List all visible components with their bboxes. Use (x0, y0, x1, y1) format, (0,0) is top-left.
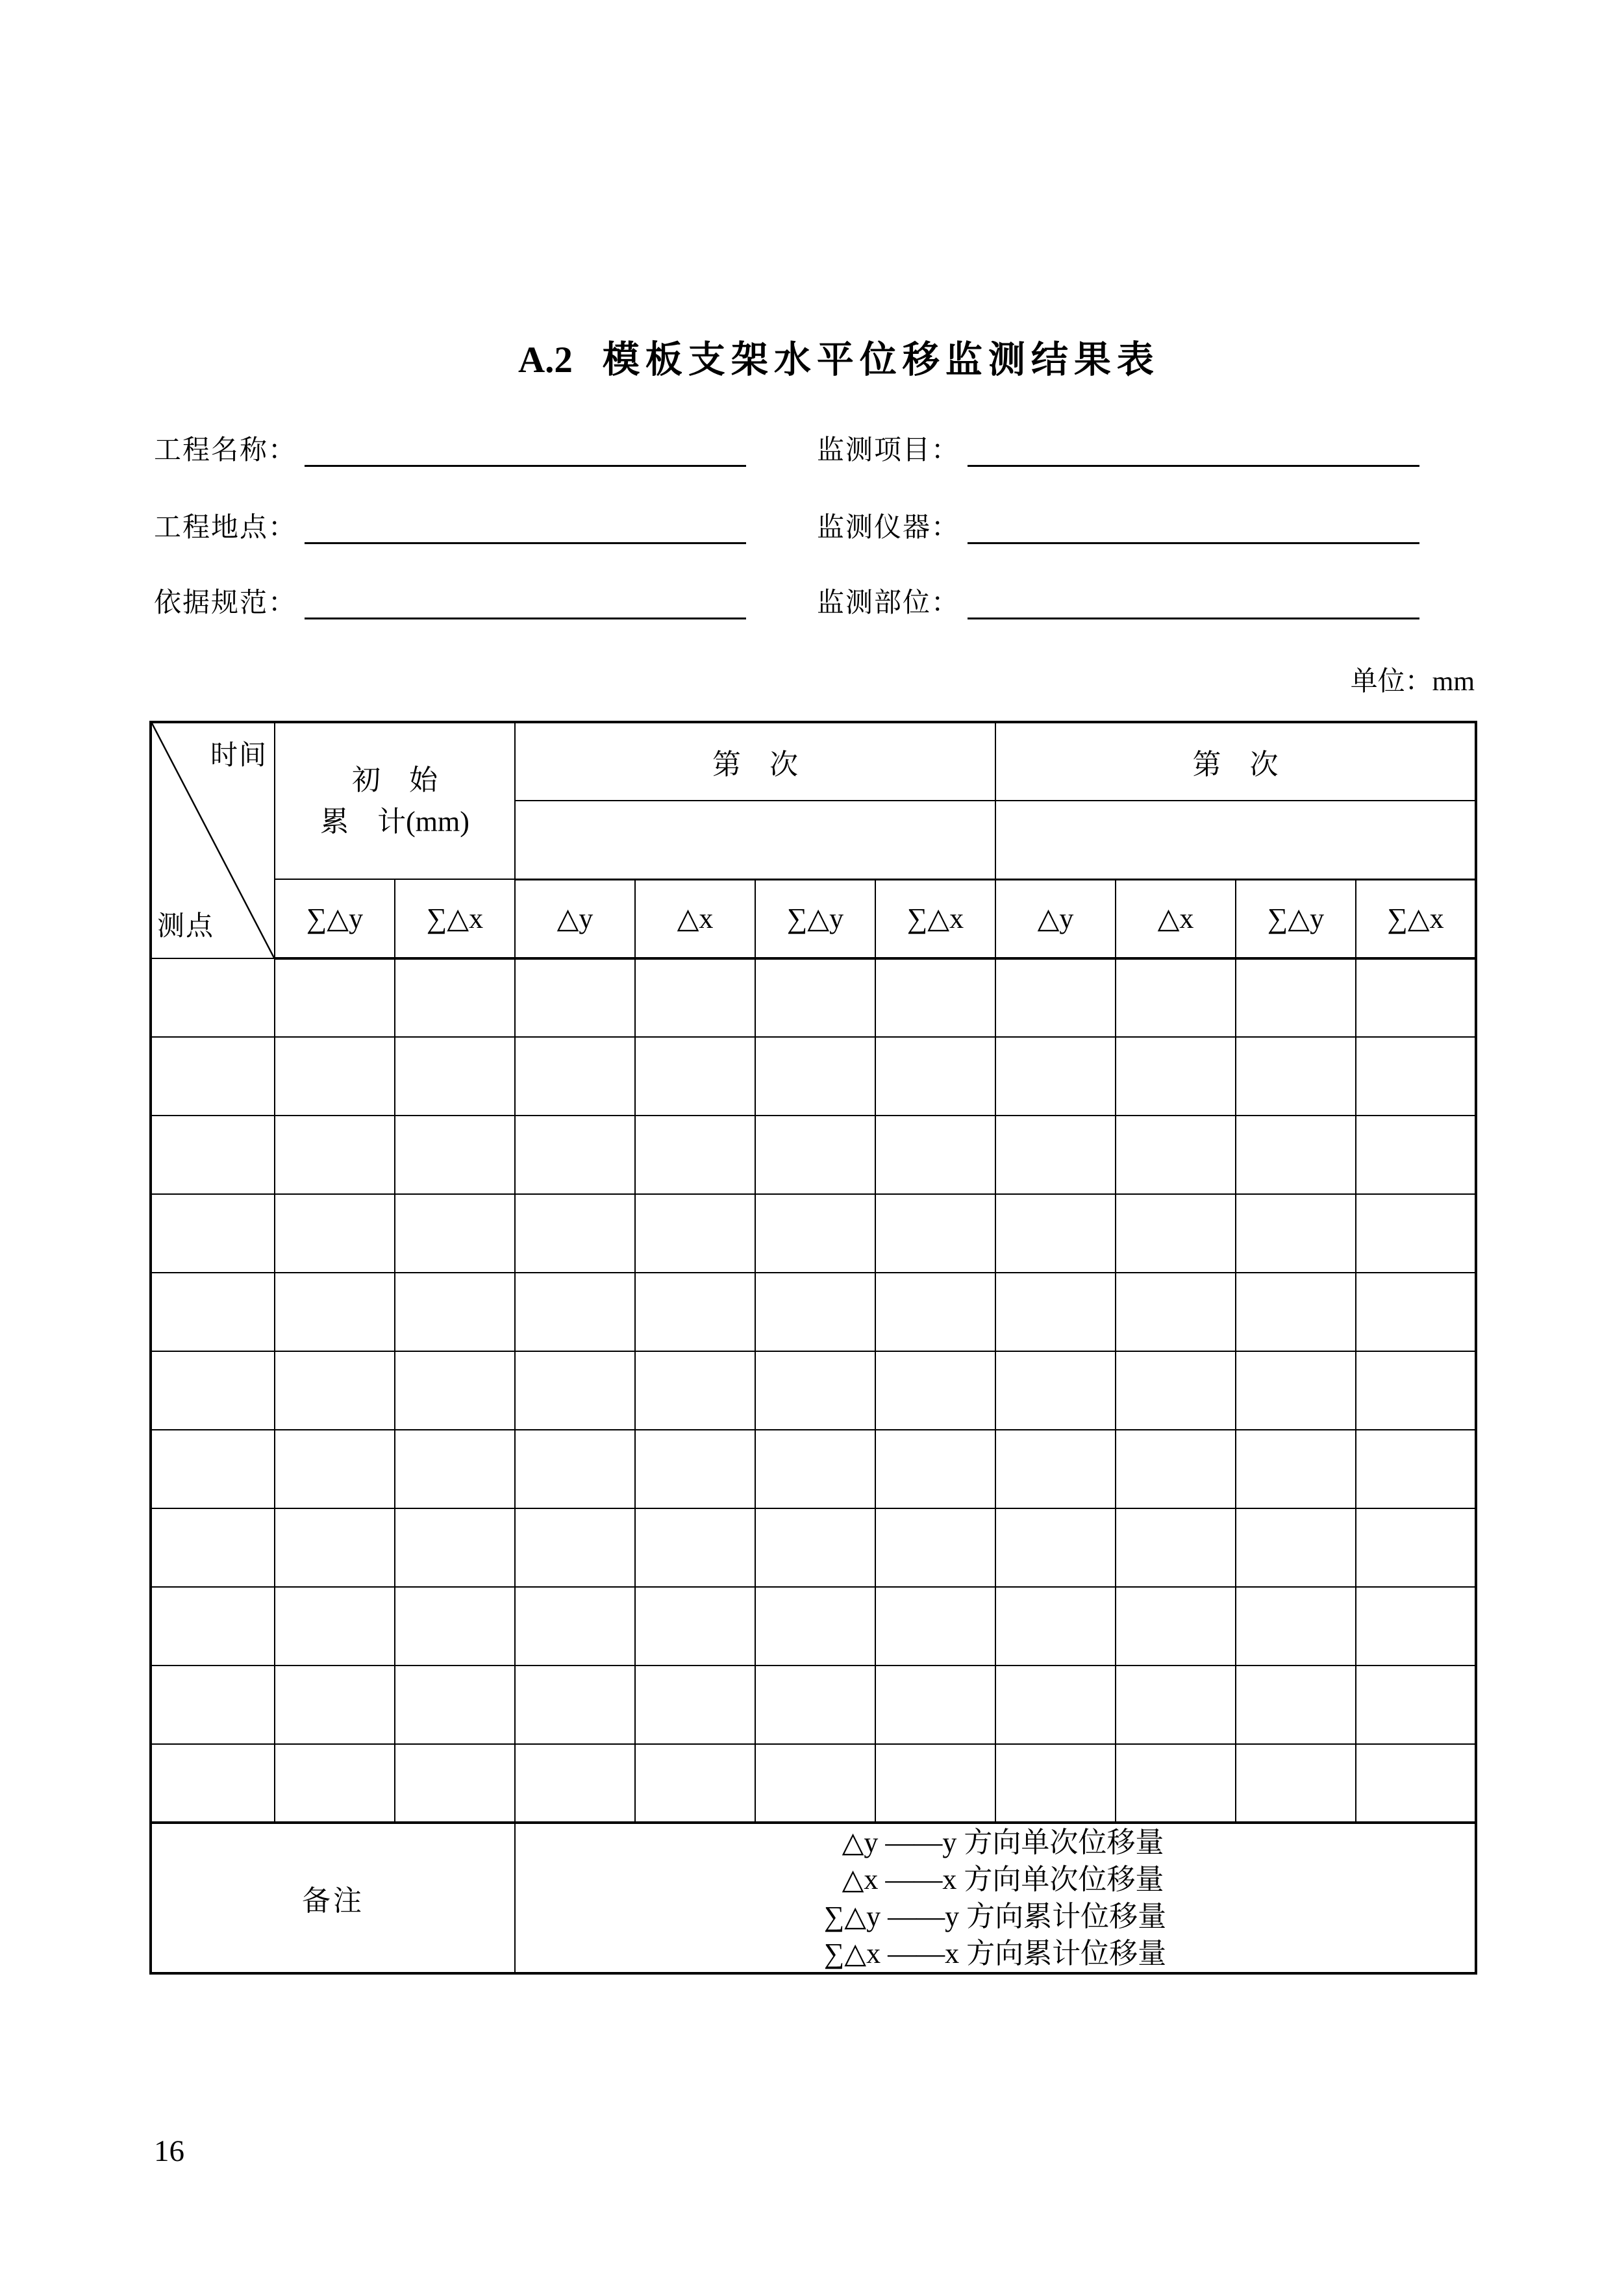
data-cell (151, 1351, 275, 1430)
subheader-col-6: ∑△x (875, 879, 995, 958)
data-cell (755, 1194, 875, 1273)
data-cell (151, 1273, 275, 1351)
data-cell (275, 1037, 395, 1116)
field-project-name-blank-line (305, 433, 746, 467)
data-cell (995, 1666, 1116, 1744)
data-cell (1236, 1430, 1356, 1508)
data-cell (995, 1587, 1116, 1666)
data-cell (995, 1037, 1116, 1116)
data-cell (1116, 1351, 1236, 1430)
data-cell (395, 1037, 515, 1116)
monitoring-table (149, 721, 1477, 1975)
field-basis-standard-label: 依据规范： (154, 588, 297, 618)
data-cell (1116, 1037, 1236, 1116)
data-cell (875, 958, 995, 1037)
data-cell (755, 1273, 875, 1351)
data-cell (395, 958, 515, 1037)
data-cell (755, 1666, 875, 1744)
data-cell (275, 1508, 395, 1587)
data-cell (635, 958, 755, 1037)
data-cell (1116, 1744, 1236, 1823)
data-cell (275, 1666, 395, 1744)
corner-cell (151, 722, 275, 958)
data-cell (151, 1430, 275, 1508)
data-row-9 (151, 1587, 1476, 1666)
data-cell (875, 1430, 995, 1508)
data-cell (1116, 958, 1236, 1037)
field-monitor-part-blank-line (968, 586, 1419, 619)
data-cell (395, 1430, 515, 1508)
initial-header-line2: 累 计(mm) (320, 805, 469, 838)
subheader-col-4: △x (635, 879, 755, 958)
data-cell (875, 1194, 995, 1273)
field-project-location (154, 510, 746, 544)
field-project-location-blank-line (305, 510, 746, 544)
subheader-row (151, 879, 1476, 958)
corner-label-point: 测点 (157, 912, 215, 942)
data-cell (515, 1116, 635, 1194)
data-cell (755, 1430, 875, 1508)
data-cell (395, 1666, 515, 1744)
data-cell (1116, 1116, 1236, 1194)
field-monitor-instrument-blank-line (968, 510, 1419, 544)
data-cell (1356, 1587, 1476, 1666)
data-cell (515, 1744, 635, 1823)
field-monitor-instrument (817, 510, 1419, 544)
data-cell (275, 1351, 395, 1430)
data-row-11 (151, 1744, 1476, 1823)
data-cell (635, 1744, 755, 1823)
data-cell (875, 1116, 995, 1194)
data-cell (275, 1744, 395, 1823)
data-cell (635, 1587, 755, 1666)
subheader-col-10: ∑△x (1356, 879, 1476, 958)
data-cell (1236, 1744, 1356, 1823)
data-cell (875, 1273, 995, 1351)
data-cell (275, 1430, 395, 1508)
subheader-col-5: ∑△y (755, 879, 875, 958)
data-cell (275, 958, 395, 1037)
data-cell (1356, 1273, 1476, 1351)
data-cell (395, 1194, 515, 1273)
field-project-name-label: 工程名称： (154, 436, 297, 466)
data-cell (515, 1666, 635, 1744)
title-text: 模板支架水平位移监测结果表 (602, 340, 1160, 381)
data-cell (995, 1744, 1116, 1823)
unit-note: 单位：mm (1350, 667, 1475, 697)
data-cell (515, 1194, 635, 1273)
legend-line-1: △y ——y 方向单次位移量 (842, 1827, 1164, 1858)
data-cell (515, 1273, 635, 1351)
data-cell (1356, 1744, 1476, 1823)
field-basis-standard-blank-line (305, 586, 746, 619)
initial-header-line1: 初 始 (352, 764, 438, 796)
header-row-1 (151, 722, 1476, 801)
data-cell (635, 1666, 755, 1744)
data-cell (635, 1037, 755, 1116)
data-cell (1236, 1666, 1356, 1744)
data-cell (1116, 1508, 1236, 1587)
data-cell (395, 1116, 515, 1194)
data-cell (515, 958, 635, 1037)
data-cell (755, 1116, 875, 1194)
data-cell (515, 1587, 635, 1666)
data-cell (1116, 1430, 1236, 1508)
data-cell (635, 1351, 755, 1430)
data-cell (875, 1037, 995, 1116)
data-cell (1356, 1116, 1476, 1194)
data-cell (755, 958, 875, 1037)
data-cell (151, 1508, 275, 1587)
data-cell (995, 1430, 1116, 1508)
data-cell (1356, 958, 1476, 1037)
data-cell (635, 1508, 755, 1587)
legend-line-4: ∑△x ——x 方向累计位移量 (823, 1938, 1167, 1969)
data-cell (875, 1351, 995, 1430)
data-row-3 (151, 1116, 1476, 1194)
field-monitor-part (817, 586, 1419, 619)
subheader-col-1: ∑△y (275, 879, 395, 958)
data-row-1 (151, 958, 1476, 1037)
field-monitor-item (817, 433, 1419, 467)
field-monitor-instrument-label: 监测仪器： (817, 513, 960, 543)
data-cell (1356, 1508, 1476, 1587)
data-cell (995, 1351, 1116, 1430)
session-1-header: 第 次 (515, 722, 995, 801)
data-cell (635, 1194, 755, 1273)
data-row-5 (151, 1273, 1476, 1351)
data-cell (395, 1587, 515, 1666)
remarks-legend (515, 1823, 1476, 1973)
data-cell (275, 1587, 395, 1666)
data-cell (1236, 1194, 1356, 1273)
data-cell (1116, 1666, 1236, 1744)
session-2-header: 第 次 (995, 722, 1476, 801)
data-cell (995, 1116, 1116, 1194)
data-cell (635, 1116, 755, 1194)
remarks-row (151, 1823, 1476, 1973)
data-cell (755, 1508, 875, 1587)
data-cell (635, 1430, 755, 1508)
data-cell (1356, 1666, 1476, 1744)
data-cell (151, 1037, 275, 1116)
data-cell (995, 1508, 1116, 1587)
data-cell (1356, 1037, 1476, 1116)
data-cell (875, 1666, 995, 1744)
subheader-col-9: ∑△y (1236, 879, 1356, 958)
subheader-col-7: △y (995, 879, 1116, 958)
session-1-date-cell (515, 801, 995, 879)
data-cell (995, 958, 1116, 1037)
data-cell (875, 1587, 995, 1666)
data-cell (151, 1666, 275, 1744)
data-cell (275, 1116, 395, 1194)
data-cell (995, 1273, 1116, 1351)
data-cell (1236, 1351, 1356, 1430)
data-cell (395, 1273, 515, 1351)
data-cell (515, 1430, 635, 1508)
data-cell (875, 1508, 995, 1587)
data-cell (1236, 1508, 1356, 1587)
data-row-6 (151, 1351, 1476, 1430)
data-cell (515, 1351, 635, 1430)
legend-line-3: ∑△y ——y 方向累计位移量 (823, 1901, 1167, 1932)
subheader-col-8: △x (1116, 879, 1236, 958)
data-cell (1236, 1037, 1356, 1116)
data-row-10 (151, 1666, 1476, 1744)
field-monitor-part-label: 监测部位： (817, 588, 960, 618)
field-project-name (154, 433, 746, 467)
data-cell (755, 1744, 875, 1823)
data-cell (275, 1194, 395, 1273)
data-cell (395, 1744, 515, 1823)
subheader-col-3: △y (515, 879, 635, 958)
data-row-7 (151, 1430, 1476, 1508)
session-2-date-cell (995, 801, 1476, 879)
data-cell (275, 1273, 395, 1351)
data-cell (1236, 1273, 1356, 1351)
page-title (518, 340, 1160, 381)
data-cell (635, 1273, 755, 1351)
data-cell (1236, 1587, 1356, 1666)
data-cell (151, 1116, 275, 1194)
data-cell (151, 1587, 275, 1666)
data-cell (1236, 958, 1356, 1037)
data-cell (151, 1194, 275, 1273)
remarks-label: 备注 (151, 1823, 515, 1973)
data-cell (515, 1508, 635, 1587)
data-cell (1236, 1116, 1356, 1194)
legend-line-2: △x ——x 方向单次位移量 (842, 1864, 1164, 1895)
data-cell (1356, 1194, 1476, 1273)
data-cell (875, 1744, 995, 1823)
data-cell (1356, 1430, 1476, 1508)
field-project-location-label: 工程地点： (154, 513, 297, 543)
field-monitor-item-blank-line (968, 433, 1419, 467)
field-monitor-item-label: 监测项目： (817, 436, 960, 466)
data-row-8 (151, 1508, 1476, 1587)
data-cell (755, 1587, 875, 1666)
subheader-col-2: ∑△x (395, 879, 515, 958)
data-cell (755, 1037, 875, 1116)
corner-label-time: 时间 (210, 741, 268, 771)
data-cell (515, 1037, 635, 1116)
data-cell (1116, 1587, 1236, 1666)
data-cell (755, 1351, 875, 1430)
data-row-2 (151, 1037, 1476, 1116)
data-cell (1116, 1194, 1236, 1273)
title-number: A.2 (518, 340, 573, 381)
data-cell (151, 958, 275, 1037)
field-basis-standard (154, 586, 746, 619)
data-cell (1356, 1351, 1476, 1430)
data-cell (395, 1508, 515, 1587)
data-cell (1116, 1273, 1236, 1351)
data-row-4 (151, 1194, 1476, 1273)
page-number: 16 (154, 2134, 184, 2168)
data-cell (151, 1744, 275, 1823)
data-cell (395, 1351, 515, 1430)
data-cell (995, 1194, 1116, 1273)
initial-cumulative-header (275, 722, 515, 879)
